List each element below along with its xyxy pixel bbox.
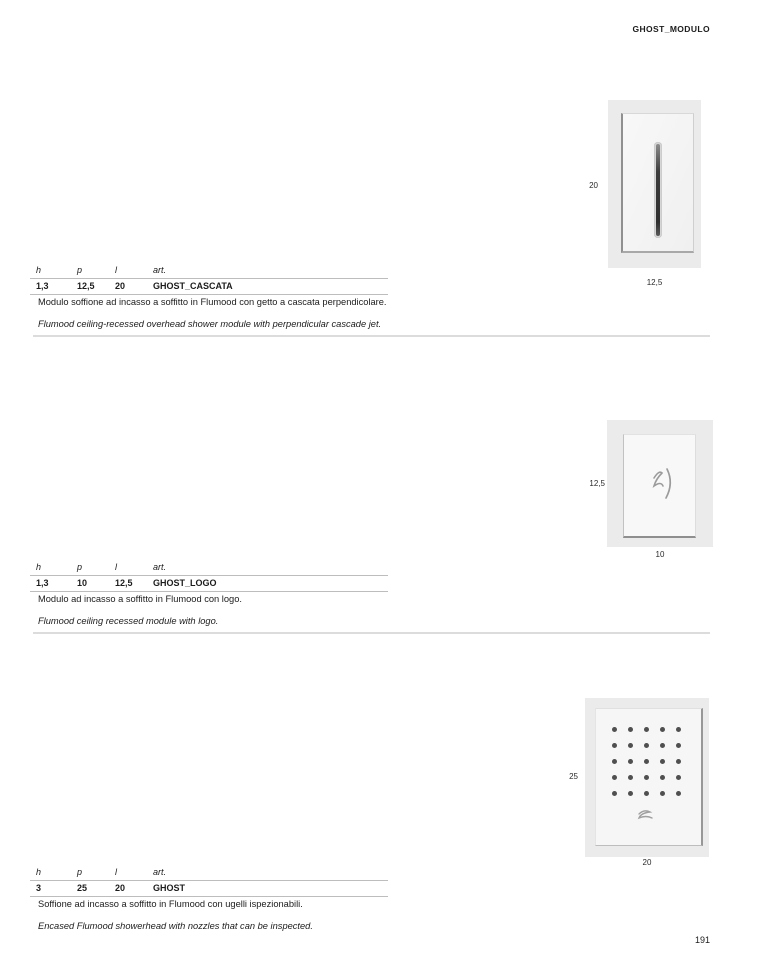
dimension-label-horizontal: 10 [655,550,665,559]
value-l: 20 [115,281,126,291]
spec-header-row [30,560,388,576]
dimension-label-vertical: 20 [589,181,598,190]
spec-header-row [30,263,388,279]
description-english: Encased Flumood showerhead with nozzles that can be inspected. [38,921,313,931]
nozzle-dot [612,759,617,764]
nozzle-grid [606,721,686,801]
nozzle-dot [660,791,665,796]
spec-data-row [30,279,388,295]
spec-table-ghost-cascata [30,263,388,295]
nozzle-dot [676,791,681,796]
description-italian: Modulo ad incasso a soffitto in Flumood con logo. [38,594,242,604]
col-header-p: p [77,867,83,877]
col-header-l: l [115,562,117,572]
nozzle-dot [612,775,617,780]
nozzle-dot [660,775,665,780]
col-header-h: h [36,562,42,572]
nozzle-dot [628,743,633,748]
product-image-ghost-logo [607,420,713,547]
cascade-jet-slot [654,142,662,238]
nozzle-dot [676,727,681,732]
dimension-label-vertical: 25 [569,772,578,781]
embossed-brand-logo-icon [636,808,656,823]
value-l: 20 [115,883,126,893]
section-divider [33,335,710,337]
page-title: GHOST_MODULO [632,24,710,34]
nozzle-dot [612,743,617,748]
spec-data-row [30,881,388,897]
col-header-art: art. [153,562,167,572]
col-header-l: l [115,265,117,275]
nozzle-dot [660,727,665,732]
nozzle-dot [676,743,681,748]
dimension-label-horizontal: 12,5 [646,278,663,287]
nozzle-dot [628,727,633,732]
col-header-p: p [77,265,83,275]
recessed-plate [621,113,694,253]
value-p: 10 [77,578,88,588]
value-l: 12,5 [115,578,133,588]
nozzle-dot [644,791,649,796]
cascade-jet-slot-core [656,144,660,236]
value-h: 1,3 [36,578,49,588]
section-divider [33,632,710,634]
page-number: 191 [694,935,710,945]
value-art: GHOST_CASCATA [153,281,233,291]
nozzle-dot [628,775,633,780]
nozzle-dot [644,759,649,764]
col-header-art: art. [153,867,167,877]
nozzle-dot [612,791,617,796]
product-image-ghost [585,698,709,857]
value-h: 3 [36,883,42,893]
dimension-label-horizontal: 20 [642,858,652,867]
nozzle-dot [676,775,681,780]
value-art: GHOST_LOGO [153,578,217,588]
nozzle-dot [628,759,633,764]
col-header-h: h [36,265,42,275]
col-header-art: art. [153,265,167,275]
recessed-plate [595,708,703,846]
nozzle-dot [676,759,681,764]
spec-header-row [30,865,388,881]
nozzle-dot [660,743,665,748]
product-image-ghost-cascata [608,100,701,268]
nozzle-dot [644,727,649,732]
value-p: 25 [77,883,88,893]
col-header-l: l [115,867,117,877]
nozzle-dot [660,759,665,764]
value-h: 1,3 [36,281,49,291]
dimension-label-vertical: 12,5 [589,479,605,488]
nozzle-dot [628,791,633,796]
value-art: GHOST [153,883,186,893]
value-p: 12,5 [77,281,95,291]
description-italian: Modulo soffione ad incasso a soffitto in Flumood con getto a cascata perpendicolare. [38,297,387,307]
spec-table-ghost [30,865,388,897]
recessed-plate [623,434,696,538]
embossed-brand-logo-icon [650,465,676,503]
nozzle-dot [612,727,617,732]
nozzle-dot [644,743,649,748]
spec-data-row [30,576,388,592]
description-english: Flumood ceiling-recessed overhead shower module with perpendicular cascade jet. [38,319,382,329]
nozzle-dot [644,775,649,780]
spec-table-ghost-logo [30,560,388,592]
description-english: Flumood ceiling recessed module with logo. [38,616,219,626]
col-header-h: h [36,867,42,877]
description-italian: Soffione ad incasso a soffitto in Flumood con ugelli ispezionabili. [38,899,303,909]
col-header-p: p [77,562,83,572]
